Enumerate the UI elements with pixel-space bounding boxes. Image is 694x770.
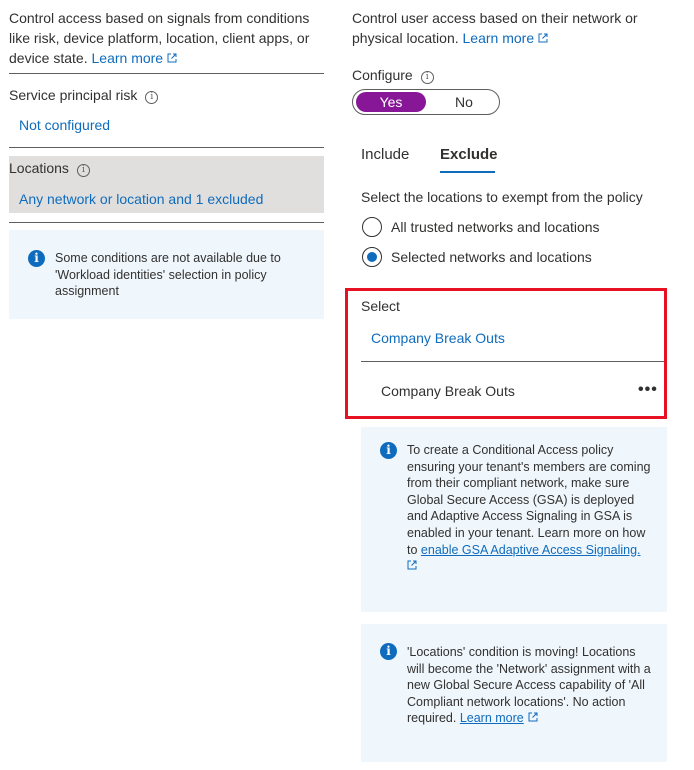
divider: [361, 361, 664, 362]
divider: [9, 147, 324, 148]
workload-info-text: Some conditions are not available due to 'Workload identities' selection in policy assignment: [55, 251, 281, 299]
configure-label-text: Configure: [352, 67, 413, 83]
external-link-icon: [528, 712, 538, 722]
selected-location-name: Company Break Outs: [381, 383, 515, 399]
workload-info-box: [9, 230, 324, 319]
locations-label: Locations: [9, 160, 69, 176]
gsa-info-box: [361, 427, 667, 612]
radio-selected-networks-label: Selected networks and locations: [391, 249, 592, 265]
moving-info-text: 'Locations' condition is moving! Locations will become the 'Network' assignment with a new Global Secure Access capability of 'All Compliant network locations'. No action required.: [407, 645, 651, 726]
moving-learn-more-link[interactable]: [460, 711, 524, 725]
locations-learn-more-link[interactable]: [463, 30, 549, 46]
locations-value[interactable]: Any network or location and 1 excluded: [19, 191, 264, 207]
external-link-icon: [167, 53, 177, 63]
conditions-description: [9, 8, 329, 68]
conditions-description-text: Control access based on signals from conditions like risk, device platform, location, client apps, or device state.: [9, 10, 310, 66]
select-locations-link[interactable]: Company Break Outs: [371, 330, 505, 346]
locations-description: [352, 8, 672, 48]
info-icon: i: [380, 643, 397, 660]
exempt-label: Select the locations to exempt from the policy: [361, 189, 643, 205]
service-principal-risk-value[interactable]: Not configured: [19, 117, 111, 133]
conditions-learn-more-label: Learn more: [91, 50, 164, 66]
gsa-info-content: [407, 442, 655, 575]
more-options-icon[interactable]: •••: [638, 381, 658, 398]
configure-yes-option[interactable]: Yes: [356, 92, 426, 112]
conditions-learn-more-link[interactable]: [92, 50, 178, 66]
locations-row[interactable]: [9, 158, 90, 178]
info-icon[interactable]: i: [421, 71, 434, 84]
configure-label: [352, 65, 434, 85]
gsa-info-text: To create a Conditional Access policy ensuring your tenant's members are coming from their compliant network, make sure Global Secure Access (GSA) is deployed and Adaptive Access Signaling in GSA is enabled in your tenant. Learn more on how to: [407, 443, 651, 557]
locations-moving-info-box: [361, 624, 667, 762]
radio-all-trusted-label: All trusted networks and locations: [391, 219, 600, 235]
info-icon[interactable]: i: [77, 164, 90, 177]
radio-button-checked[interactable]: [362, 247, 382, 267]
tab-include[interactable]: Include: [361, 146, 410, 163]
info-icon: i: [380, 442, 397, 459]
moving-learn-more-label: Learn more: [459, 711, 524, 726]
info-icon: i: [28, 250, 45, 267]
service-principal-risk-row[interactable]: [9, 85, 158, 105]
enable-gsa-link-label: enable GSA Adaptive Access Signaling.: [420, 542, 641, 557]
external-link-icon: [407, 560, 417, 570]
locations-description-text: Control user access based on their network or physical location.: [352, 10, 638, 46]
divider: [9, 73, 324, 74]
enable-gsa-link[interactable]: [421, 543, 641, 557]
info-icon[interactable]: i: [145, 91, 158, 104]
selected-tab-indicator: [440, 171, 495, 173]
external-link-icon: [538, 33, 548, 43]
tab-exclude[interactable]: Exclude: [440, 146, 498, 163]
divider: [9, 222, 324, 223]
configure-no-option[interactable]: No: [455, 94, 473, 110]
moving-info-content: [407, 644, 655, 727]
locations-learn-more-label: Learn more: [462, 30, 535, 46]
radio-button[interactable]: [362, 217, 382, 237]
select-label: Select: [361, 298, 400, 314]
service-principal-risk-label: Service principal risk: [9, 87, 138, 103]
configure-toggle[interactable]: [352, 89, 500, 115]
